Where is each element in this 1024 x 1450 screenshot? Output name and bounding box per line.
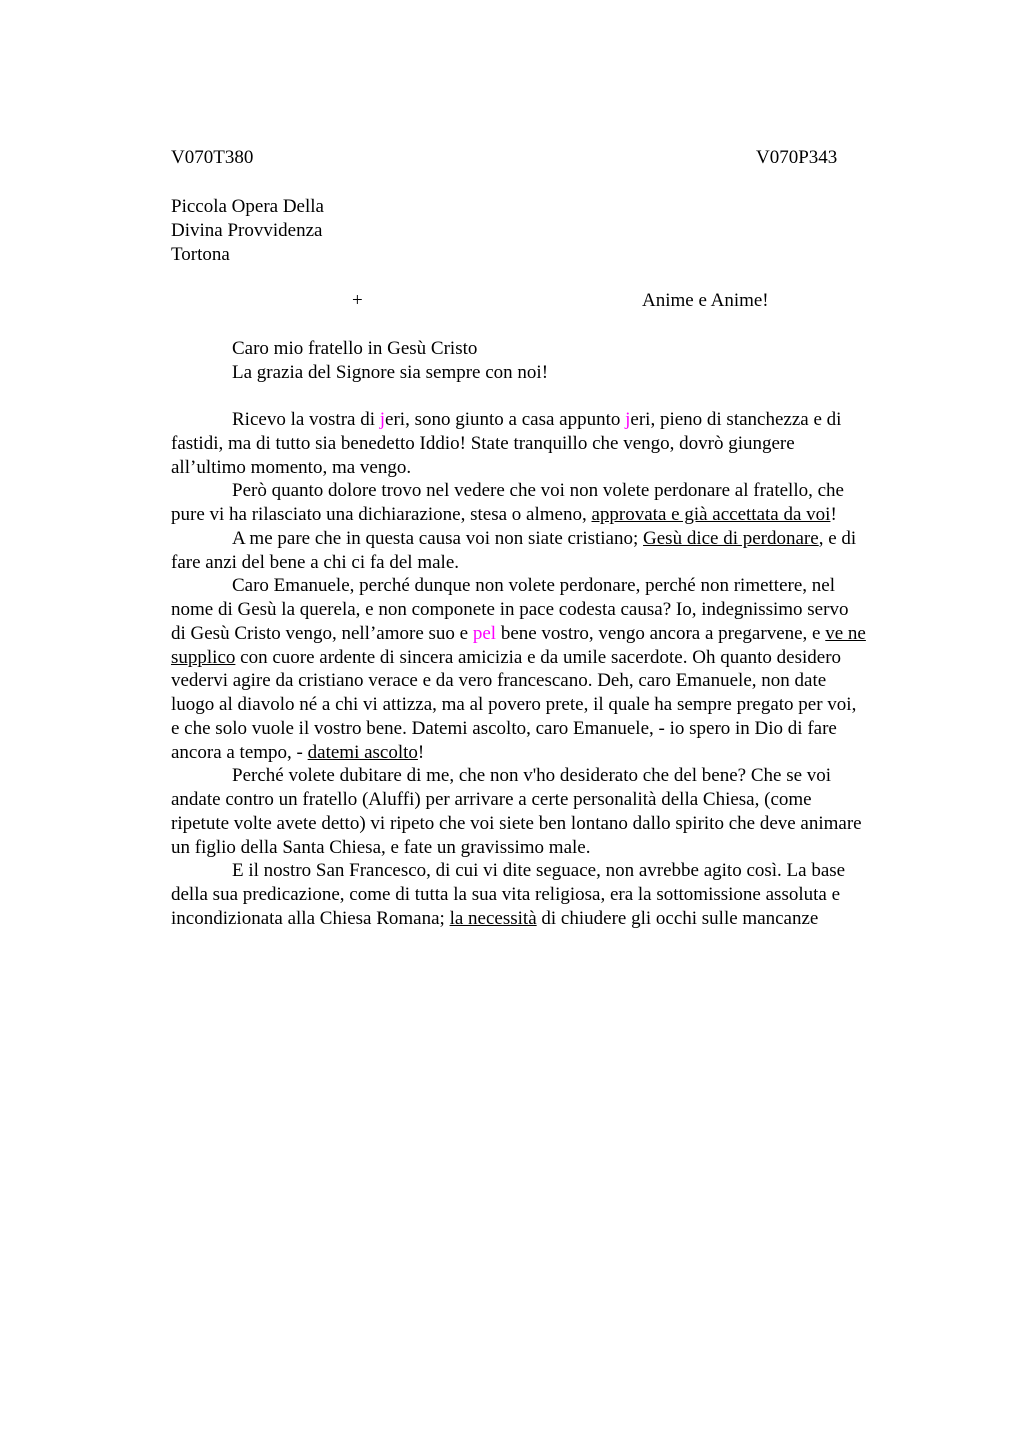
body-line: Perché volete dubitare di me, che non v'ho desiderato che del bene? Che se voi bbox=[232, 765, 832, 787]
highlighted-letter: j bbox=[379, 409, 386, 430]
document-code-left: V070T380 bbox=[171, 147, 254, 168]
body-line: all’ultimo momento, ma vengo. bbox=[171, 456, 412, 478]
body-line: pure vi ha rilasciato una dichiarazione, stesa o almeno, approvata e già accettata da voi! bbox=[171, 504, 837, 525]
body-line: fastidi, ma di tutto sia benedetto Iddio! State tranquillo che vengo, dovrò giungere bbox=[171, 432, 795, 454]
cross-symbol: + bbox=[352, 290, 363, 311]
underlined-phrase: ve ne bbox=[825, 622, 866, 644]
underlined-phrase: approvata e già accettata da voi bbox=[591, 504, 831, 525]
body-line: di Gesù Cristo vengo, nell’amore suo e pel bene vostro, vengo ancora a pregarvene, e ve ne bbox=[171, 622, 866, 644]
body-line: A me pare che in questa causa voi non siate cristiano; Gesù dice di perdonare, e di bbox=[232, 527, 857, 549]
body-line: della sua predicazione, come di tutta la sua vita religiosa, era la sottomissione assoluta e bbox=[171, 884, 841, 905]
body-line: Ricevo la vostra di jeri, sono giunto a casa appunto jeri, pieno di stanchezza e di bbox=[232, 409, 842, 430]
letterhead-line: Tortona bbox=[171, 244, 230, 265]
body-line: Caro Emanuele, perché dunque non volete perdonare, perché non rimettere, nel bbox=[232, 575, 835, 597]
body-line: ancora a tempo, - datemi ascolto! bbox=[171, 741, 425, 763]
document-code-right: V070P343 bbox=[756, 147, 838, 168]
letterhead-line: Divina Provvidenza bbox=[171, 220, 323, 241]
body-line: luogo al diavolo né a chi vi attizza, ma al povero prete, il quale ha sempre pregato per voi, bbox=[171, 694, 857, 715]
body-line: ripetute volte avete detto) vi ripeto che voi siete ben lontano dallo spirito che deve animare bbox=[171, 812, 862, 834]
highlighted-word: pel bbox=[472, 622, 497, 644]
underlined-phrase: supplico bbox=[171, 646, 236, 668]
body-line: E il nostro San Francesco, di cui vi dite seguace, non avrebbe agito così. La base bbox=[232, 860, 846, 882]
body-line: incondizionata alla Chiesa Romana; la necessità di chiudere gli occhi sulle mancanze bbox=[171, 907, 819, 929]
blessing: La grazia del Signore sia sempre con noi! bbox=[232, 362, 549, 383]
highlighted-letter: j bbox=[625, 409, 631, 430]
body-line: un figlio della Santa Chiesa, e fate un gravissimo male. bbox=[171, 836, 591, 858]
letterhead bbox=[171, 195, 324, 267]
body-line: andate contro un fratello (Aluffi) per arrivare a certe personalità della Chiesa, (come bbox=[171, 789, 812, 810]
salutation: Caro mio fratello in Gesù Cristo bbox=[232, 338, 478, 359]
underlined-phrase: la necessità bbox=[449, 907, 537, 929]
letter-body bbox=[171, 408, 941, 931]
motto: Anime e Anime! bbox=[642, 290, 769, 311]
body-line: e che solo vuole il vostro bene. Datemi ascolto, caro Emanuele, - io spero in Dio di fare bbox=[171, 717, 837, 739]
body-line: supplico con cuore ardente di sincera amicizia e da umile sacerdote. Oh quanto desidero bbox=[171, 646, 842, 668]
body-line: fare anzi del bene a chi ci fa del male. bbox=[171, 551, 459, 573]
greeting bbox=[232, 337, 548, 385]
body-line: Però quanto dolore trovo nel vedere che voi non volete perdonare al fratello, che bbox=[232, 480, 844, 502]
underlined-phrase: datemi ascolto bbox=[307, 741, 418, 763]
body-line: vedervi agire da cristiano verace e da vero francescano. Deh, caro Emanuele, non date bbox=[171, 670, 827, 692]
underlined-phrase: Gesù dice di perdonare bbox=[643, 527, 819, 549]
body-line: nome di Gesù la querela, e non componete in pace codesta causa? Io, indegnissimo servo bbox=[171, 599, 849, 620]
letterhead-line: Piccola Opera Della bbox=[171, 196, 324, 217]
